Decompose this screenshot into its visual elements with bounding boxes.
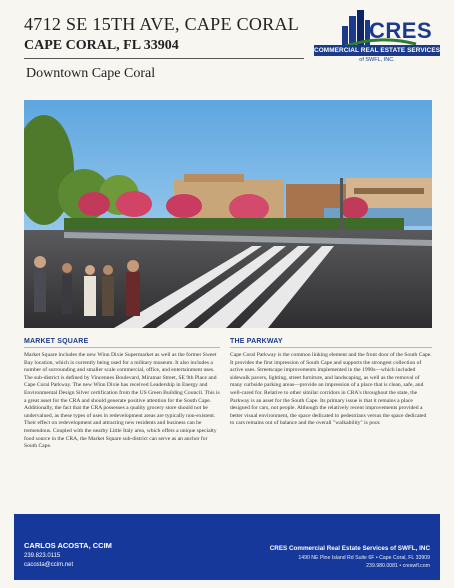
company-address: 1490 NE Pine Island Rd Suite 6F • Cape Coral, FL 33909	[298, 555, 430, 561]
streetscape-rendering-image	[24, 100, 432, 328]
section-body: Market Square includes the new Winn Dixie Supermarket as well as the former Sweet Bay location, which is currently being used for a military museum. It also includes a number of surrounding and smaller scale commercial, office, and entertainment uses. The sub-district is defined by Vincennes Boulevard, Miramar Street, SE 9th Place and Cape Coral Parkway. The new Winn Dixie has received Leadership in Energy and Environmental Design Silver certification from the US Green Building Council. This is a great asset for the CRA and should generate positive attention for the South Cape. Additionally, the fact that the CRA possesses a quality grocery store should not be undervalued, as these types of uses in redevelopment areas are typically non-existent. Their effect on redevelopment and attracting new residents and business can be tremendous. Coupled with the nearby Little Italy area, which offers a unique specialty food source in the CRA, the Market Square sub-district can serve as an anchor for South Cape.	[24, 352, 220, 450]
agent-phone[interactable]: 239.823.0115	[24, 553, 61, 559]
section-heading: THE PARKWAY	[230, 338, 432, 348]
logo-banner: COMMERCIAL REAL ESTATE SERVICES	[314, 47, 441, 54]
property-address-line2: CAPE CORAL, FL 33904	[24, 38, 179, 53]
the-parkway-section	[230, 338, 432, 428]
logo-subtext: of SWFL, INC.	[359, 57, 395, 63]
logo-wordmark: CRES	[369, 18, 433, 43]
company-contact[interactable]: 239.980.0081 • creswfl.com	[366, 563, 430, 569]
agent-email[interactable]: cacosta@ccim.net	[24, 562, 74, 568]
contact-footer	[14, 514, 440, 580]
agent-name: CARLOS ACOSTA, CCIM	[24, 541, 112, 550]
market-square-section	[24, 338, 220, 451]
section-heading: MARKET SQUARE	[24, 338, 220, 348]
company-name: CRES Commercial Real Estate Services of SWFL, INC	[269, 545, 430, 552]
property-address-line1: 4712 SE 15TH AVE, CAPE CORAL	[24, 14, 300, 34]
section-body: Cape Coral Parkway is the common linking element and the front door of the South Cape. It provides the first impression of South Cape and supports the strongest collection of active uses. Streetscape improvements implemented in the 1990s—which included sidewalk pavers, lighting, street furniture, and landscaping, as well as the removal of many curbside parking areas—provide an impression of a place that is clean, safe, and well-cared for. Relative to other similar corridors in CRA's throughout the state, the Parkway is an asset for the South Cape. Its primary issue is that it remains a place designed for cars, not people. Although the relatively recent improvements provided a better visual environment, the space dedicated to pedestrians versus the space dedicated to cars remains out of balance and the overall "walkability" is poor.	[230, 352, 432, 427]
header-divider	[24, 58, 304, 59]
page-subtitle: Downtown Cape Coral	[26, 66, 156, 81]
